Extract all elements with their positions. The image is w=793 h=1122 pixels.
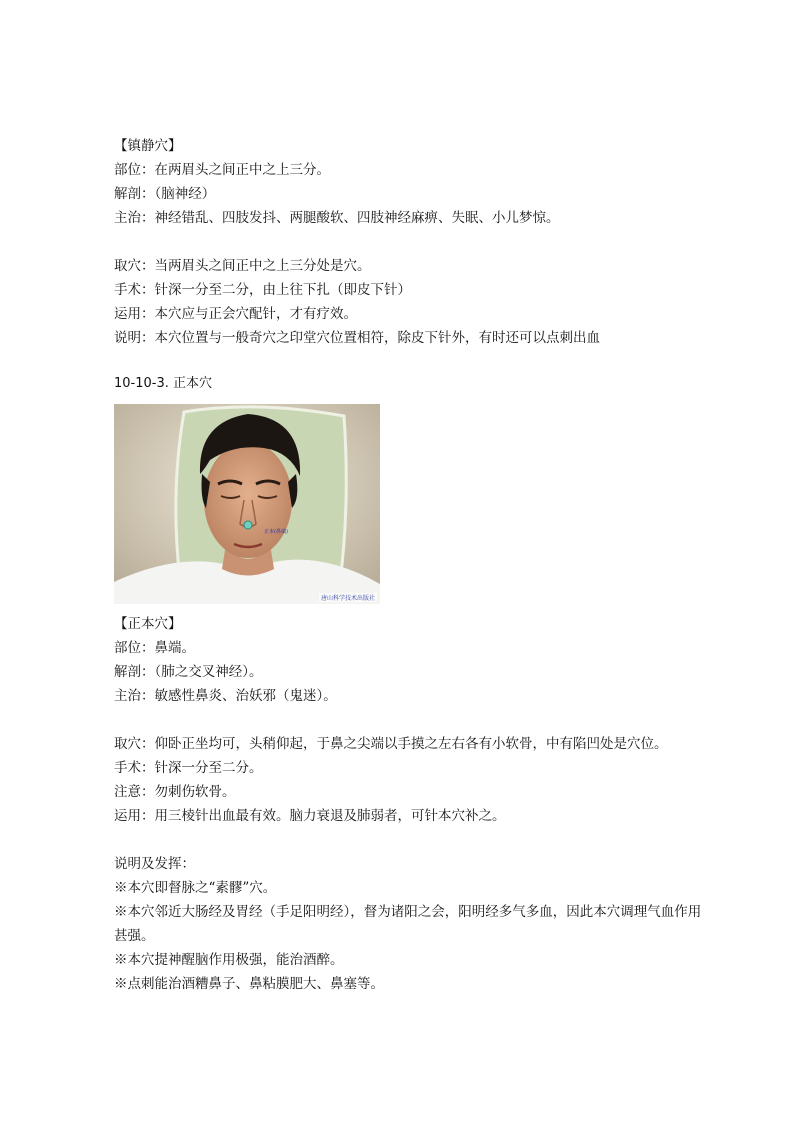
note-item: ※本穴即督脉之“素髎”穴。 [114,880,277,896]
technique-text: 手术：针深一分至二分。 [114,760,263,776]
section-zhengben [114,612,704,996]
blank-line [114,230,600,254]
method-text: 取穴：仰卧正坐均可，头稍仰起，于鼻之尖端以手摸之左右各有小软骨，中有陷凹处是穴位。 [114,736,668,752]
blank-line [114,708,704,732]
anatomy-text: 解剖：（脑神经） [114,186,216,202]
note-item: ※点刺能治酒糟鼻子、鼻粘膜肥大、鼻塞等。 [114,976,384,992]
acupoint-photo [114,404,380,604]
section-heading: 【镇静穴】 [114,138,182,154]
caution-text: 注意：勿刺伤软骨。 [114,784,236,800]
section-heading: 【正本穴】 [114,616,182,632]
note-item: ※本穴提神醒脑作用极强，能治酒醉。 [114,952,344,968]
application-text: 运用：本穴应与正会穴配针，才有疗效。 [114,306,357,322]
notes-heading: 说明及发挥： [114,856,195,872]
location-text: 部位：在两眉头之间正中之上三分。 [114,162,330,178]
method-text: 取穴：当两眉头之间正中之上三分处是穴。 [114,258,371,274]
note-item: ※本穴邻近大肠经及胃经（手足阳明经），督为诸阳之会，阳明经多气多血，因此本穴调理气血作用甚强。 [114,904,702,944]
indications-text: 主治：神经错乱、四肢发抖、两腿酸软、四肢神经麻痹、失眠、小儿梦惊。 [114,210,560,226]
photo-caption: 唐山科学技术出版社 [320,595,375,602]
location-text: 部位：鼻端。 [114,640,195,656]
acupoint-label: 正本(鼻端) [264,529,288,535]
section-zhenjing [114,134,600,350]
anatomy-text: 解剖：（肺之交叉神经）。 [114,664,263,680]
application-text: 运用：用三棱针出血最有效。脑力衰退及肺弱者，可针本穴补之。 [114,808,506,824]
subsection-title: 10-10-3. 正本穴 [114,376,213,391]
indications-text: 主治：敏感性鼻炎、治妖邪（鬼迷）。 [114,688,337,704]
face-illustration [114,404,380,604]
blank-line [114,828,704,852]
acupoint-marker [244,521,252,529]
technique-text: 手术：针深一分至二分，由上往下扎（即皮下针） [114,282,411,298]
explanation-text: 说明：本穴位置与一般奇穴之印堂穴位置相符，除皮下针外，有时还可以点刺出血 [114,330,600,346]
